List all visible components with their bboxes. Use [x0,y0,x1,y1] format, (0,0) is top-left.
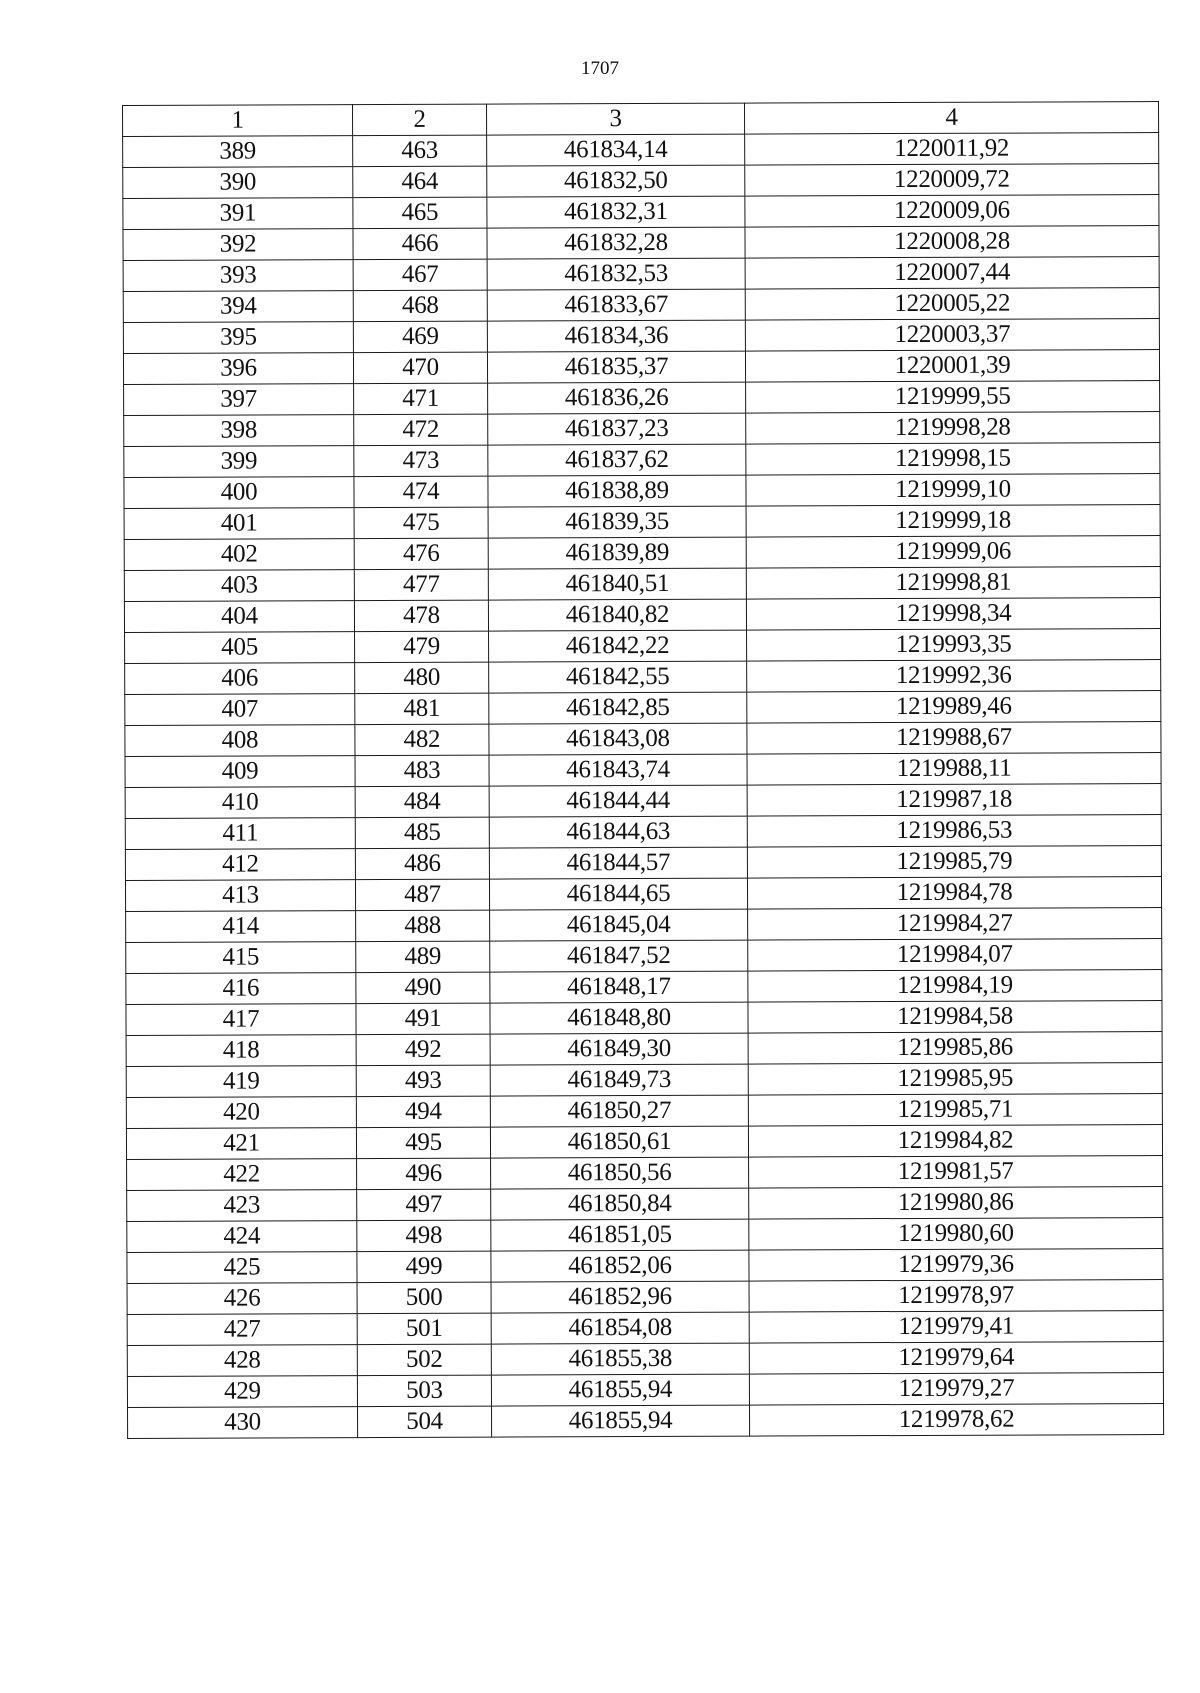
table-cell-col-2: 488 [356,910,490,942]
table-cell-col-4: 1220007,44 [745,257,1159,290]
table-cell-col-3: 461848,17 [490,971,748,1003]
table-cell-col-4: 1219984,78 [747,877,1161,910]
table-row [125,877,1161,912]
table-cell-col-3: 461843,74 [489,754,747,786]
table-row [123,288,1159,323]
table-cell-col-4: 1219985,79 [747,846,1161,879]
table-cell-col-4: 1219978,97 [749,1280,1163,1313]
table-cell-col-4: 1219999,06 [746,536,1160,569]
table-cell-col-2: 471 [354,383,488,415]
table-cell-col-2: 489 [356,941,490,973]
table-cell-col-3: 461840,82 [488,599,746,631]
table-row [127,1156,1163,1191]
table-cell-col-4: 1219984,58 [748,1001,1162,1034]
table-row [125,691,1161,726]
table-cell-col-3: 461852,96 [491,1281,749,1313]
table-cell-col-4: 1219989,46 [747,691,1161,724]
table-cell-col-3: 461854,08 [491,1312,749,1344]
table-row [128,1404,1164,1439]
table-cell-col-2: 485 [355,817,489,849]
table-cell-col-4: 1219998,28 [746,412,1160,445]
table-cell-col-1: 391 [123,198,353,230]
table-cell-col-2: 482 [355,724,489,756]
table-cell-col-3: 461850,27 [490,1095,748,1127]
table-row [123,226,1159,261]
table-row [124,505,1160,540]
table-cell-col-4: 1220001,39 [745,350,1159,383]
table-cell-col-2: 472 [354,414,488,446]
table-cell-col-3: 461849,30 [490,1033,748,1065]
table-cell-col-4: 1219979,36 [749,1249,1163,1282]
table-cell-col-3: 461845,04 [490,909,748,941]
table-cell-col-2: 483 [355,755,489,787]
table-row [126,1001,1162,1036]
table-row [127,1218,1163,1253]
table-cell-col-3: 461844,57 [489,847,747,879]
table-cell-col-2: 476 [354,538,488,570]
table-cell-col-1: 430 [128,1407,358,1439]
table-cell-col-3: 461843,08 [489,723,747,755]
table-cell-col-4: 1219988,67 [747,722,1161,755]
table-cell-col-1: 418 [126,1035,356,1067]
table-cell-col-2: 479 [355,631,489,663]
table-cell-col-2: 499 [357,1251,491,1283]
table-row [124,381,1160,416]
table-cell-col-4: 1219979,41 [749,1311,1163,1344]
table-cell-col-1: 390 [123,167,353,199]
table-cell-col-1: 415 [126,942,356,974]
table-row [124,474,1160,509]
table-cell-col-3: 461855,94 [491,1374,749,1406]
table-cell-col-4: 1219984,07 [748,939,1162,972]
table-cell-col-1: 404 [124,601,354,633]
table-cell-col-2: 487 [355,879,489,911]
table-cell-col-3: 461855,94 [491,1405,749,1437]
table-row [123,257,1159,292]
table-header-row [123,102,1159,137]
table-row [126,1094,1162,1129]
table-row [126,939,1162,974]
table-cell-col-4: 1219998,81 [746,567,1160,600]
table-cell-col-3: 461855,38 [491,1343,749,1375]
table-cell-col-4: 1220008,28 [745,226,1159,259]
table-cell-col-3: 461850,56 [491,1157,749,1189]
table-cell-col-4: 1219985,71 [748,1094,1162,1127]
table-cell-col-2: 481 [355,693,489,725]
table-cell-col-4: 1219992,36 [747,660,1161,693]
table-row [125,815,1161,850]
table-cell-col-3: 461842,22 [489,630,747,662]
table-cell-col-1: 395 [123,322,353,354]
table-row [124,443,1160,478]
table-cell-col-2: 463 [353,135,487,167]
table-cell-col-3: 461842,55 [489,661,747,693]
table-cell-col-4: 1219984,19 [748,970,1162,1003]
table-cell-col-3: 461832,50 [487,165,745,197]
table-cell-col-1: 393 [123,260,353,292]
table-cell-col-1: 416 [126,973,356,1005]
table-cell-col-1: 401 [124,508,354,540]
table-cell-col-1: 403 [124,570,354,602]
table-cell-col-1: 409 [125,756,355,788]
table-row [127,1187,1163,1222]
table-cell-col-2: 468 [353,290,487,322]
table-cell-col-3: 461838,89 [488,475,746,507]
table-cell-col-3: 461836,26 [488,382,746,414]
table-cell-col-3: 461832,53 [487,258,745,290]
table-cell-col-2: 466 [353,228,487,260]
table-row [125,784,1161,819]
table-cell-col-1: 399 [124,446,354,478]
table-row [123,319,1159,354]
table-cell-col-1: 408 [125,725,355,757]
table-row [127,1249,1163,1284]
table-cell-col-3: 461839,35 [488,506,746,538]
header-col-4: 4 [744,102,1158,135]
table-cell-col-3: 461834,14 [487,134,745,166]
table-cell-col-1: 413 [125,880,355,912]
table-row [127,1311,1163,1346]
table-row [126,970,1162,1005]
table-cell-col-4: 1219978,62 [749,1404,1163,1437]
table-cell-col-4: 1220009,72 [745,164,1159,197]
table-row [127,1373,1163,1408]
table-row [125,753,1161,788]
table-cell-col-1: 400 [124,477,354,509]
table-cell-col-3: 461834,36 [487,320,745,352]
table-cell-col-2: 495 [356,1127,490,1159]
table-cell-col-3: 461850,84 [491,1188,749,1220]
table-cell-col-4: 1219999,10 [746,474,1160,507]
table-row [124,598,1160,633]
table-cell-col-3: 461844,63 [489,816,747,848]
table-row [127,1280,1163,1315]
table-cell-col-3: 461840,51 [488,568,746,600]
table-cell-col-1: 426 [127,1283,357,1315]
table-row [126,908,1162,943]
table-cell-col-2: 478 [354,600,488,632]
table-row [125,629,1161,664]
table-cell-col-3: 461832,31 [487,196,745,228]
table-cell-col-4: 1219984,82 [748,1125,1162,1158]
table-cell-col-4: 1219979,27 [749,1373,1163,1406]
table-row [126,1063,1162,1098]
table-cell-col-4: 1220009,06 [745,195,1159,228]
table-cell-col-1: 412 [125,849,355,881]
table-cell-col-2: 491 [356,1003,490,1035]
table-cell-col-3: 461837,62 [488,444,746,476]
page-number: 1707 [581,58,619,79]
table-cell-col-2: 475 [354,507,488,539]
table-cell-col-1: 407 [125,694,355,726]
table-cell-col-4: 1219999,18 [746,505,1160,538]
table-cell-col-3: 461848,80 [490,1002,748,1034]
table-cell-col-2: 474 [354,476,488,508]
table-cell-col-1: 396 [123,353,353,385]
table-cell-col-4: 1219981,57 [749,1156,1163,1189]
table-cell-col-3: 461835,37 [487,351,745,383]
table-cell-col-1: 402 [124,539,354,571]
table-cell-col-1: 417 [126,1004,356,1036]
table-cell-col-2: 496 [357,1158,491,1190]
coordinates-table [122,101,1164,1439]
table-cell-col-4: 1219985,86 [748,1032,1162,1065]
header-col-2: 2 [353,104,487,136]
table-cell-col-4: 1220011,92 [745,133,1159,166]
table-cell-col-3: 461850,61 [490,1126,748,1158]
table-cell-col-1: 428 [127,1345,357,1377]
table-cell-col-4: 1219999,55 [746,381,1160,414]
table-row [124,536,1160,571]
table-cell-col-3: 461851,05 [491,1219,749,1251]
table-row [123,195,1159,230]
table-cell-col-3: 461832,28 [487,227,745,259]
table-cell-col-3: 461839,89 [488,537,746,569]
table-cell-col-2: 501 [357,1313,491,1345]
table-cell-col-2: 469 [353,321,487,353]
table-cell-col-4: 1219993,35 [747,629,1161,662]
table-cell-col-1: 423 [127,1190,357,1222]
table-cell-col-2: 493 [356,1065,490,1097]
table-cell-col-4: 1219985,95 [748,1063,1162,1096]
table-cell-col-4: 1219984,27 [748,908,1162,941]
table-row [125,846,1161,881]
table-cell-col-3: 461852,06 [491,1250,749,1282]
table-cell-col-1: 427 [127,1314,357,1346]
table-cell-col-4: 1220003,37 [745,319,1159,352]
table-cell-col-3: 461847,52 [490,940,748,972]
table-cell-col-4: 1219986,53 [747,815,1161,848]
table-cell-col-3: 461844,65 [489,878,747,910]
table-cell-col-2: 480 [355,662,489,694]
table-cell-col-1: 394 [123,291,353,323]
table-cell-col-3: 461842,85 [489,692,747,724]
table-cell-col-1: 405 [125,632,355,664]
table-cell-col-2: 465 [353,197,487,229]
table-cell-col-4: 1219998,15 [746,443,1160,476]
table-cell-col-1: 410 [125,787,355,819]
table-cell-col-2: 484 [355,786,489,818]
table-cell-col-2: 500 [357,1282,491,1314]
table-cell-col-2: 464 [353,166,487,198]
table-cell-col-1: 392 [123,229,353,261]
table-cell-col-3: 461849,73 [490,1064,748,1096]
table-container [122,105,1159,1439]
table-cell-col-1: 411 [125,818,355,850]
table-cell-col-2: 470 [353,352,487,384]
table-row [126,1125,1162,1160]
table-row [124,567,1160,602]
table-cell-col-4: 1219980,60 [749,1218,1163,1251]
table-cell-col-1: 425 [127,1252,357,1284]
table-cell-col-2: 492 [356,1034,490,1066]
table-cell-col-2: 497 [357,1189,491,1221]
table-cell-col-2: 502 [357,1344,491,1376]
table-cell-col-2: 503 [357,1375,491,1407]
table-row [125,660,1161,695]
header-col-3: 3 [486,103,744,135]
table-cell-col-1: 406 [125,663,355,695]
table-cell-col-4: 1219987,18 [747,784,1161,817]
table-cell-col-2: 498 [357,1220,491,1252]
table-cell-col-4: 1219998,34 [746,598,1160,631]
table-cell-col-1: 422 [127,1159,357,1191]
table-cell-col-1: 420 [126,1097,356,1129]
table-cell-col-1: 429 [127,1376,357,1408]
table-cell-col-3: 461837,23 [488,413,746,445]
table-row [126,1032,1162,1067]
table-cell-col-1: 414 [126,911,356,943]
table-cell-col-1: 419 [126,1066,356,1098]
table-row [124,412,1160,447]
table-cell-col-4: 1219979,64 [749,1342,1163,1375]
table-cell-col-1: 398 [124,415,354,447]
table-row [127,1342,1163,1377]
table-row [123,350,1159,385]
table-row [123,164,1159,199]
table-body [123,133,1164,1439]
table-cell-col-3: 461844,44 [489,785,747,817]
table-cell-col-1: 424 [127,1221,357,1253]
table-cell-col-4: 1220005,22 [745,288,1159,321]
table-cell-col-4: 1219980,86 [749,1187,1163,1220]
table-cell-col-2: 467 [353,259,487,291]
table-cell-col-1: 397 [124,384,354,416]
table-cell-col-4: 1219988,11 [747,753,1161,786]
table-cell-col-3: 461833,67 [487,289,745,321]
table-cell-col-2: 486 [355,848,489,880]
table-cell-col-2: 477 [354,569,488,601]
table-row [125,722,1161,757]
table-cell-col-1: 421 [126,1128,356,1160]
table-cell-col-2: 494 [356,1096,490,1128]
table-cell-col-2: 490 [356,972,490,1004]
header-col-1: 1 [123,105,353,137]
table-cell-col-2: 473 [354,445,488,477]
table-row [123,133,1159,168]
table-cell-col-1: 389 [123,136,353,168]
table-cell-col-2: 504 [357,1406,491,1438]
